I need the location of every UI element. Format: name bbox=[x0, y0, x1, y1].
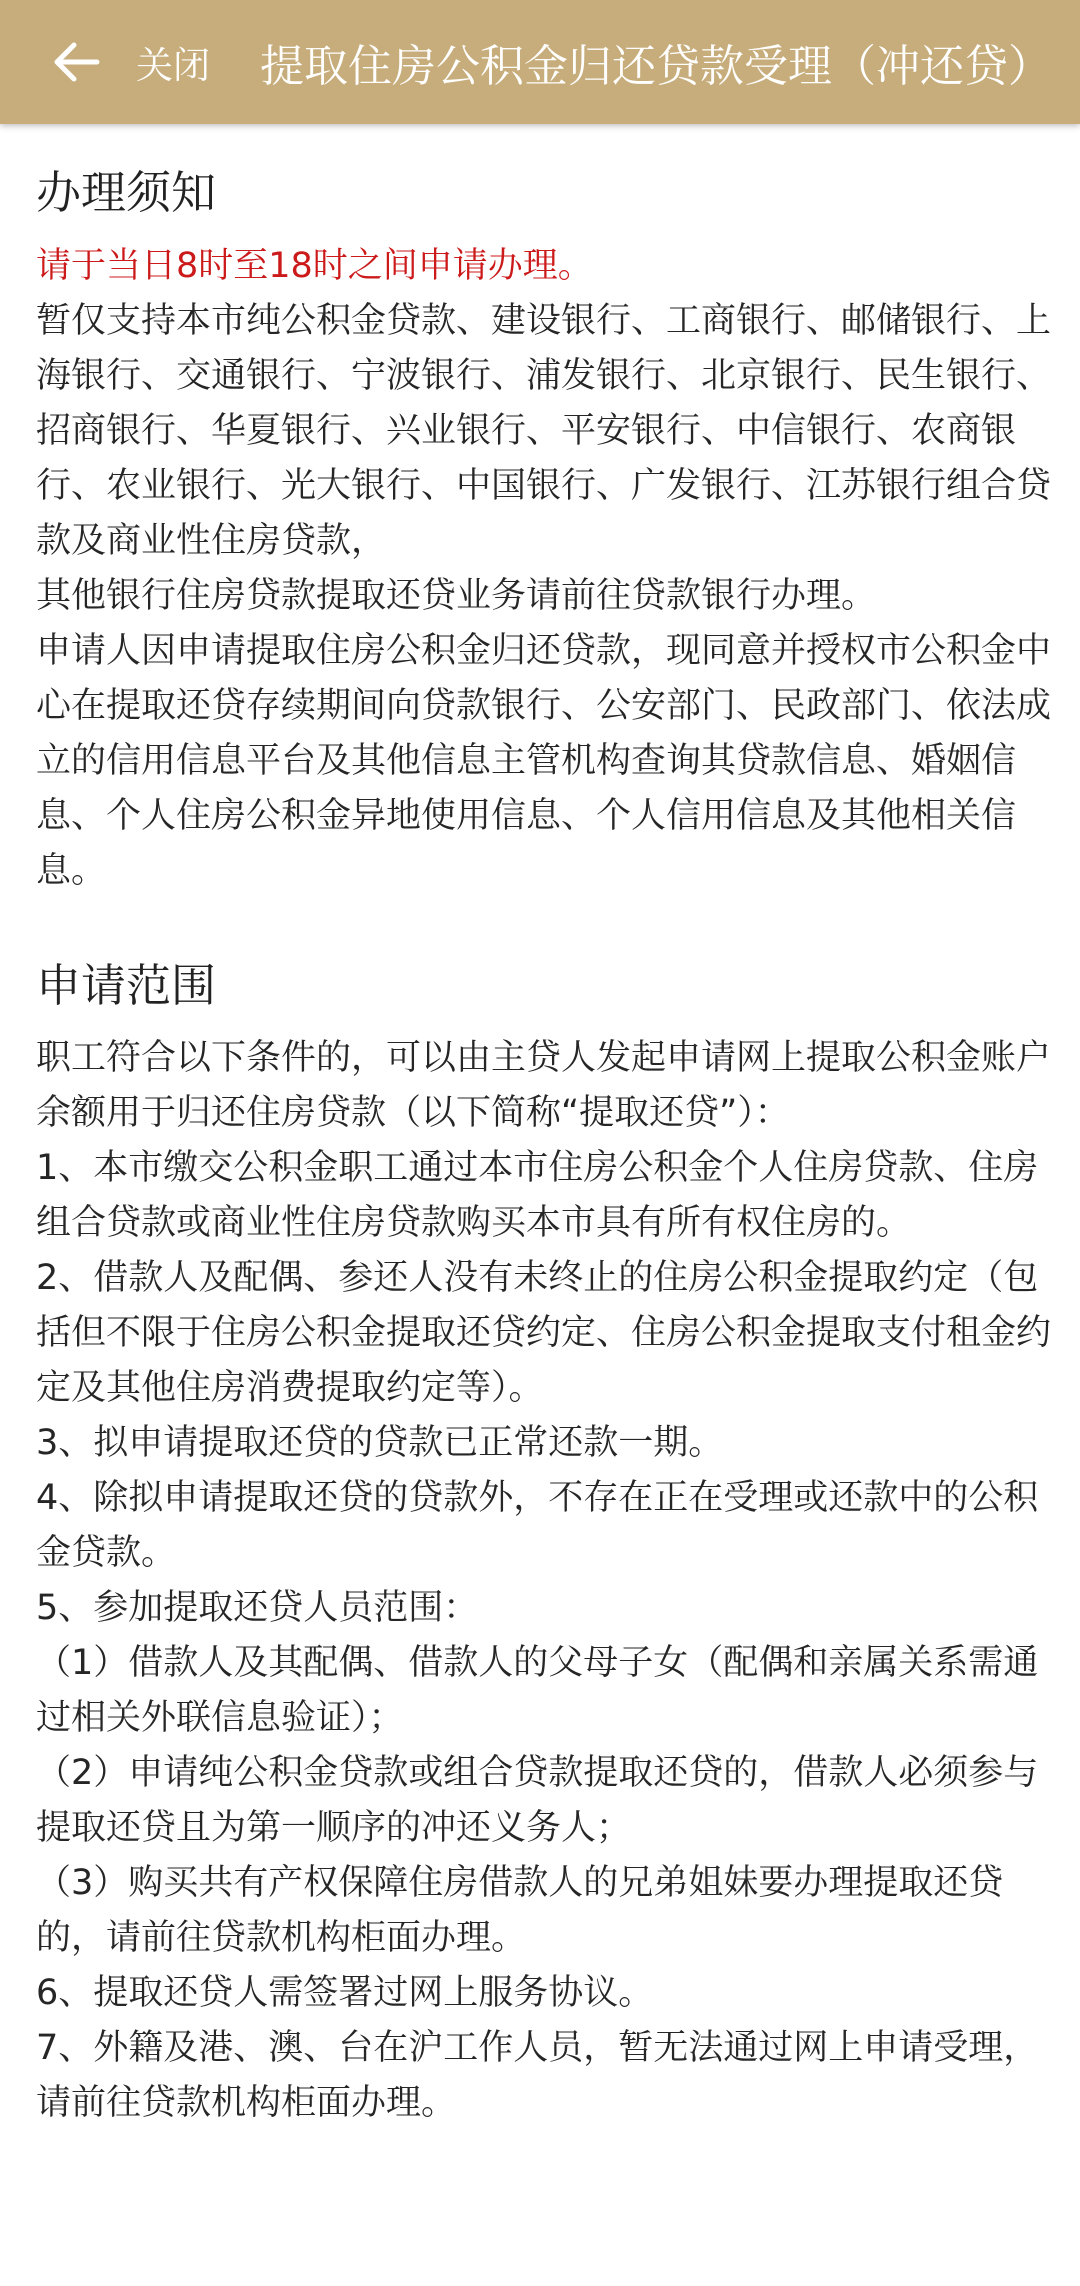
scope-heading: 申请范围 bbox=[36, 958, 217, 1012]
notice-paragraph: 申请人因申请提取住房公积金归还贷款，现同意并授权市公积金中心在提取还贷存续期间向贷款银行、公安部门、民政部门、依法成立的信用信息平台及其他信息主管机构查询其贷款信息、婚姻信息、个人住房公积金异地使用信息、个人信用信息及其他相关信息。 bbox=[36, 630, 1052, 891]
scope-item: 5、参加提取还贷人员范围： bbox=[36, 1588, 479, 1628]
scope-subitem: （3）购买共有产权保障住房借款人的兄弟姐妹要办理提取还贷的，请前往贷款机构柜面办理。 bbox=[36, 1863, 1004, 1958]
scope-item: 2、借款人及配偶、参还人没有未终止的住房公积金提取约定（包括但不限于住房公积金提取还贷约定、住房公积金提取支付租金约定及其他住房消费提取约定等）。 bbox=[36, 1258, 1052, 1408]
time-notice: 请于当日8时至18时之间申请办理。 bbox=[36, 245, 593, 286]
app-header bbox=[0, 0, 1080, 124]
notice-paragraph: 其他银行住房贷款提取还贷业务请前往贷款银行办理。 bbox=[36, 575, 877, 616]
main-content bbox=[36, 124, 1052, 2131]
scope-paragraph: 职工符合以下条件的，可以由主贷人发起申请网上提取公积金账户余额用于归还住房贷款（以下简称“提取还贷”）： bbox=[36, 1038, 1052, 1133]
scope-item: 1、本市缴交公积金职工通过本市住房公积金个人住房贷款、住房组合贷款或商业性住房贷款购买本市具有所有权住房的。 bbox=[36, 1148, 1039, 1243]
close-button[interactable]: 关闭 bbox=[136, 44, 210, 87]
scope-subitem: （2）申请纯公积金贷款或组合贷款提取还贷的，借款人必须参与提取还贷且为第一顺序的冲还义务人； bbox=[36, 1753, 1039, 1848]
notice-paragraph: 暂仅支持本市纯公积金贷款、建设银行、工商银行、邮储银行、上海银行、交通银行、宁波银行、浦发银行、北京银行、民生银行、招商银行、华夏银行、兴业银行、平安银行、中信银行、农商银行、农业银行、光大银行、中国银行、广发银行、江苏银行组合贷款及商业性住房贷款， bbox=[36, 300, 1052, 561]
scope-item: 6、提取还贷人需签署过网上服务协议。 bbox=[36, 1973, 654, 2013]
scope-subitem: （1）借款人及其配偶、借款人的父母子女（配偶和亲属关系需通过相关外联信息验证）； bbox=[36, 1643, 1039, 1738]
page-title: 提取住房公积金归还贷款受理（冲还贷） bbox=[260, 41, 1052, 92]
scope-item: 4、除拟申请提取还贷的贷款外，不存在正在受理或还款中的公积金贷款。 bbox=[36, 1478, 1039, 1573]
scope-item: 3、拟申请提取还贷的贷款已正常还款一期。 bbox=[36, 1423, 724, 1463]
scope-item: 7、外籍及港、澳、台在沪工作人员，暂无法通过网上申请受理，请前往贷款机构柜面办理。 bbox=[36, 2028, 1039, 2123]
notice-heading: 办理须知 bbox=[36, 166, 217, 219]
arrow-left-icon bbox=[53, 42, 99, 82]
back-button[interactable] bbox=[40, 26, 112, 98]
